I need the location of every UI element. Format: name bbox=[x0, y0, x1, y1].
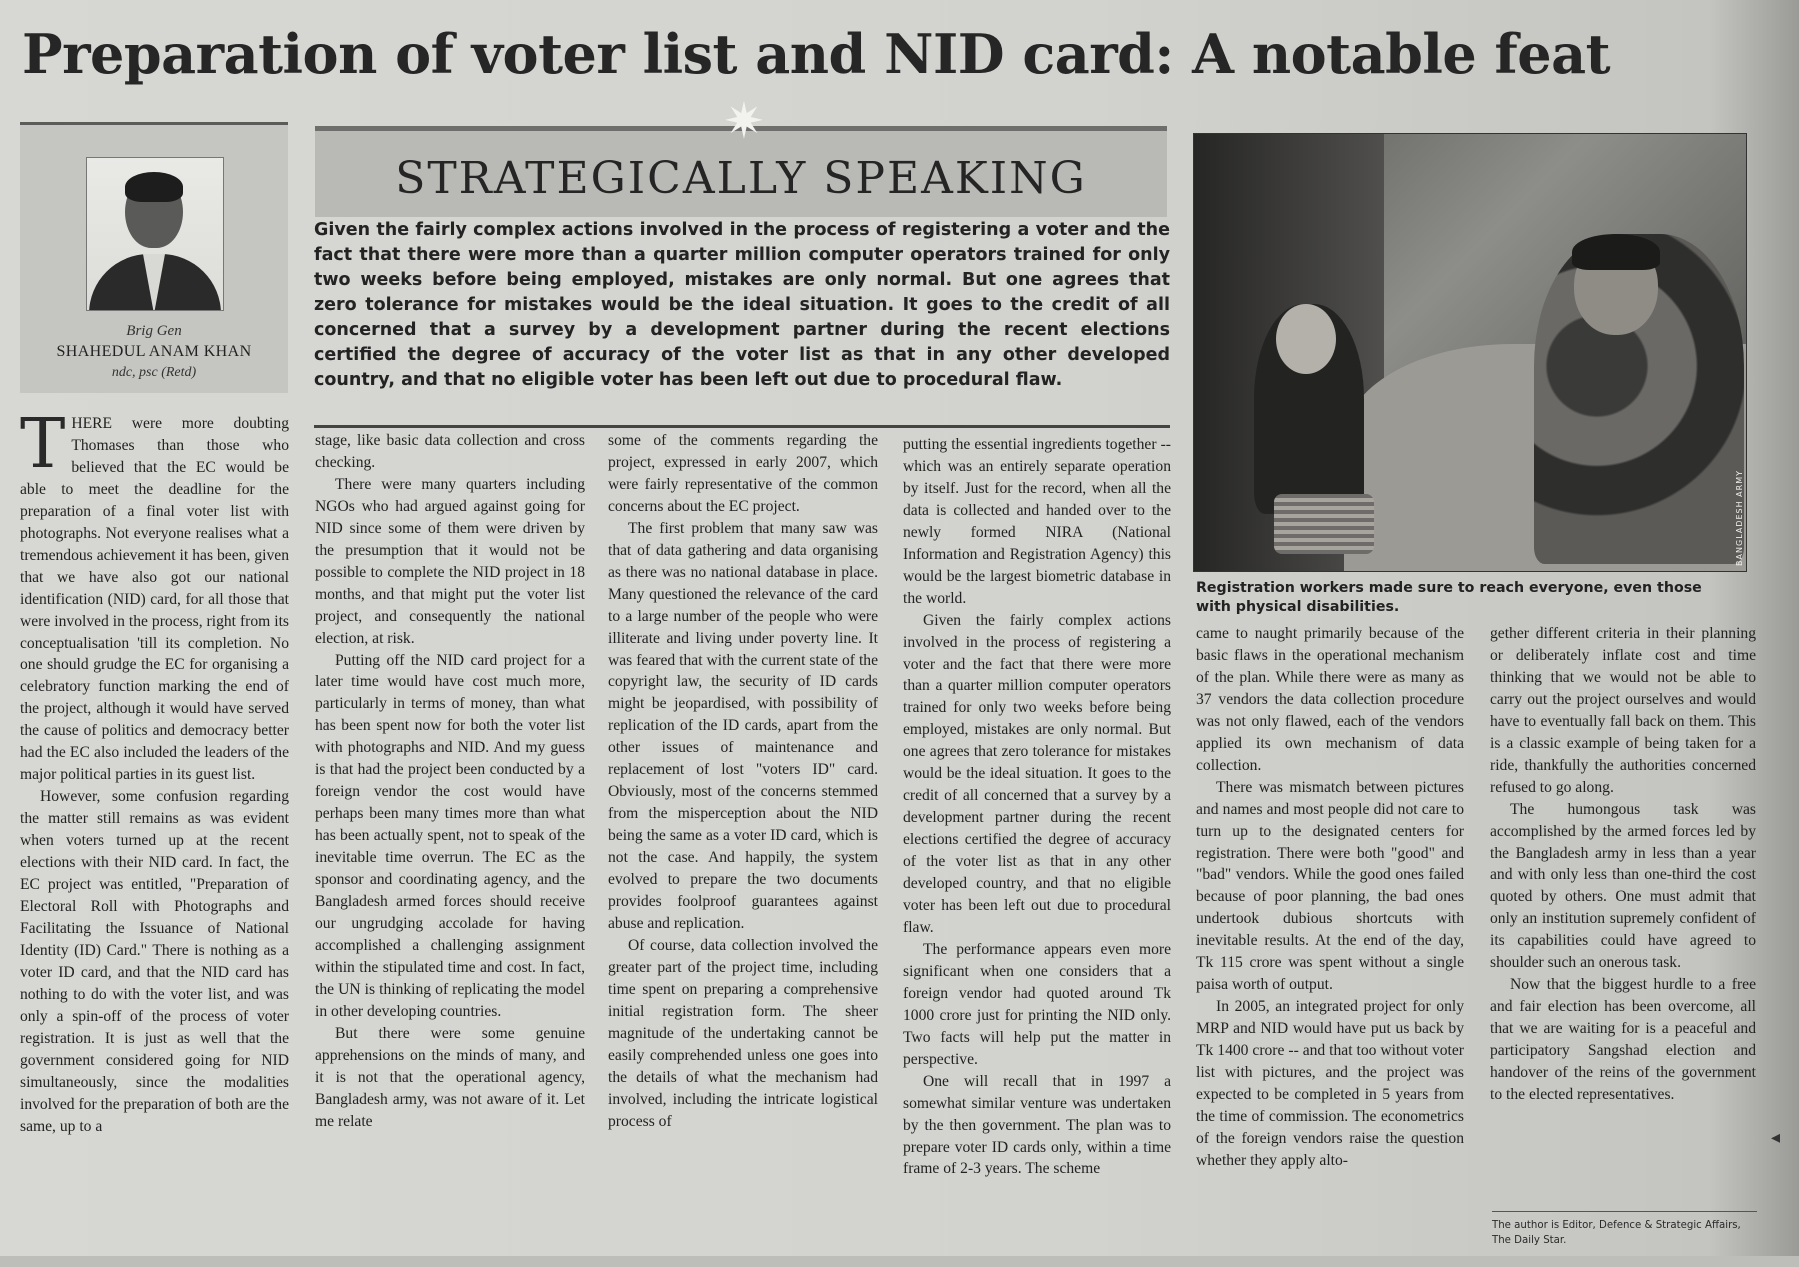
paragraph: HERE were more doubting Thomases than those who believed that the EC would be able to meet the deadline for the preparation of a final voter list with photographs. Not everyone realises what a tremendous achievement it has been, given that we have also got our national identification (NID) card, for all those that were involved in the process, right from its conceptualisation 'till its completion. No one should grudge the EC for organising a celebratory function marking the end of the project, although it would have served the cause of politics and democracy better had the EC also included the leaders of the major political parties in its guest list. bbox=[20, 415, 289, 784]
page-bottom-edge bbox=[0, 1256, 1799, 1267]
paragraph: Of course, data collection involved the greater part of the project time, including time spent on preparing a comprehensive initial registration form. The sheer magnitude of the undertaking cannot be easily comprehended unless one goes into the details of what the mechanism had involved, including the intricate logistical process of bbox=[608, 936, 878, 1130]
article-column-2 bbox=[315, 430, 585, 1258]
paragraph: The first problem that many saw was that of data gathering and data organising as there was no national database in place. Many questioned the relevance of the card to a large number of the people who were illiterate and living under poverty line. It was feared that with the current state of the copyright law, the security of ID cards might be jeopardised, with possibility of replication of the ID cards, apart from the other issues of maintenance and replacement of lost "voters ID" card. Obviously, most of the concerns stemmed from the misperception about the NID being the same as a voter ID card, which is not the case. And happily, the system evolved to prepare the two documents provides foolproof guarantees against abuse and replication. bbox=[608, 519, 878, 932]
paragraph: Now that the biggest hurdle to a free and fair election has been overcome, all that we are waiting for is a peaceful and participatory Sangshad election and handover of the reins of the government to the elected representatives. bbox=[1490, 976, 1756, 1104]
paragraph: Putting off the NID card project for a later time would have cost much more, particularly in terms of money, than what has been spent now for both the voter list with photographs and NID. And my guess is that had the project been conducted by a foreign vendor the cost would have perhaps been many times more than what has been actually spent, not to speak of the inevitable time overrun. The EC as the sponsor and coordinating agency, and the Bangladesh armed forces should receive our ungrudging accolade for having accomplished a challenging assignment within the stipulated time and cost. In fact, the UN is thinking of replicating the model in other developing countries. bbox=[315, 651, 585, 1020]
paragraph: But there were some genuine apprehensions on the minds of many, and it is not that the operational agency, Bangladesh army, was not aware of it. Let me relate bbox=[315, 1024, 585, 1130]
paragraph: some of the comments regarding the project, expressed in early 2007, which were fairly representative of the common concerns about the EC project. bbox=[608, 432, 878, 515]
photo-credit: BANGLADESH ARMY bbox=[1735, 470, 1744, 566]
paragraph: In 2005, an integrated project for only MRP and NID would have put us back by Tk 1400 crore -- and that too without voter list with pictures, and the project was expected to be completed in 5 years from the time of commission. The econometrics of the foreign vendors raise the question whether they apply alto- bbox=[1196, 998, 1464, 1169]
paragraph: The humongous task was accomplished by the armed forces led by the Bangladesh army in less than a year and with only less than one-third the cost quoted by others. One must admit that only an institution supremely confident of its capabilities could have agreed to shoulder such an onerous task. bbox=[1490, 800, 1756, 972]
paragraph: One will recall that in 1997 a somewhat similar venture was undertaken by the then government. The plan was to prepare voter ID cards only, within a time frame of 2-3 years. The scheme bbox=[903, 1072, 1171, 1178]
author-box bbox=[20, 122, 288, 393]
headline: Preparation of voter list and NID card: A notable feat bbox=[22, 22, 1611, 86]
paragraph: The performance appears even more significant when one considers that a foreign vendor had quoted around Tk 1000 crore just for printing the NID only. Two facts will help put the matter in perspective. bbox=[903, 940, 1171, 1068]
article-column-1 bbox=[20, 413, 289, 1258]
article-column-5 bbox=[1196, 623, 1464, 1258]
drop-cap: T bbox=[20, 413, 66, 484]
paragraph: came to naught primarily because of the basic flaws in the operational mechanism of the plan. While there were as many as 37 vendors the data collection procedure was not only flawed, each of the vendors applied its own mechanism of data collection. bbox=[1196, 625, 1464, 774]
divider bbox=[1492, 1211, 1757, 1212]
article-column-4 bbox=[903, 434, 1171, 1258]
paragraph: stage, like basic data collection and cross checking. bbox=[315, 432, 585, 471]
article-column-6 bbox=[1490, 623, 1756, 1208]
banner-title: STRATEGICALLY SPEAKING bbox=[395, 153, 1087, 204]
author-photo bbox=[86, 157, 224, 311]
star-icon: ✷ bbox=[723, 93, 765, 149]
paragraph: However, some confusion regarding the matter still remains as was evident when voters turned up at the recent elections with their NID card. In fact, the EC project was entitled, "Preparation of Electoral Roll with Photographs and Facilitating the Issuance of National Identity (ID) Card." There is nothing as a voter ID card, and that the NID card has nothing to do with the voter list, and was only a spin-off of the process of voter registration. It is just as well that the government considered going for NID simultaneously, since the modalities involved for the preparation of both are the same, up to a bbox=[20, 788, 289, 1135]
deck-summary: Given the fairly complex actions involved in the process of registering a voter and the fact that there were more than a quarter million computer operators trained for only two weeks before being employed, mistakes are only normal. But one agrees that zero tolerance for mistakes would be the ideal situation. It goes to the credit of all concerned that a survey by a development partner during the recent elections certified the degree of accuracy of the voter list as that in any other developed country, and that no eligible voter has been left out due to procedural flaw. bbox=[314, 220, 1170, 390]
divider bbox=[314, 425, 1170, 428]
paragraph: putting the essential ingredients together -- which was an entirely separate operation by itself. Just for the record, when all the data is collected and handed over to the newly formed NIRA (National Information and Registration Agency) this would be the largest biometric database in the world. bbox=[903, 436, 1171, 607]
author-credentials: ndc, psc (Retd) bbox=[111, 365, 197, 380]
author-name: SHAHEDUL ANAM KHAN bbox=[56, 343, 252, 360]
paragraph: There was mismatch between pictures and names and most people did not care to turn up to the designated centers for registration. There were both "good" and "bad" vendors. While the good ones failed because of poor planning, the bad ones undertook dubious shortcuts with inevitable results. At the end of the day, Tk 115 crore was spent without a single paisa worth of output. bbox=[1196, 778, 1464, 994]
paragraph: Given the fairly complex actions involved in the process of registering a voter and the fact that there were more than a quarter million computer operators trained for only two weeks before being employed, mistakes are only normal. But one agrees that zero tolerance for mistakes would be the ideal situation. It goes to the credit of all concerned that a survey by a development partner during the recent elections certified the degree of accuracy of the voter list as that in any other developed country, and that no eligible voter has been left out due to procedural flaw. bbox=[903, 611, 1171, 936]
article-photo bbox=[1193, 133, 1747, 572]
author-footnote: The author is Editor, Defence & Strategic Affairs, The Daily Star. bbox=[1492, 1220, 1741, 1246]
author-rank: Brig Gen bbox=[126, 323, 182, 339]
paragraph: There were many quarters including NGOs who had argued against going for NID since some of them were driven by the presumption that it would not be possible to complete the NID project in 18 months, and that might put the voter list project, and consequently the national election, at risk. bbox=[315, 475, 585, 647]
article-column-3 bbox=[608, 430, 878, 1258]
photo-caption: Registration workers made sure to reach everyone, even those with physical disabilities. bbox=[1196, 580, 1702, 615]
page-edge-mark: ◂ bbox=[1771, 1127, 1781, 1147]
paragraph: gether different criteria in their planning or deliberately inflate cost and time thinking that we would not be able to carry out the project ourselves and would have to eventually fall back on them. This is a classic example of being taken for a ride, thankfully the authorities concerned refused to go along. bbox=[1490, 625, 1756, 796]
